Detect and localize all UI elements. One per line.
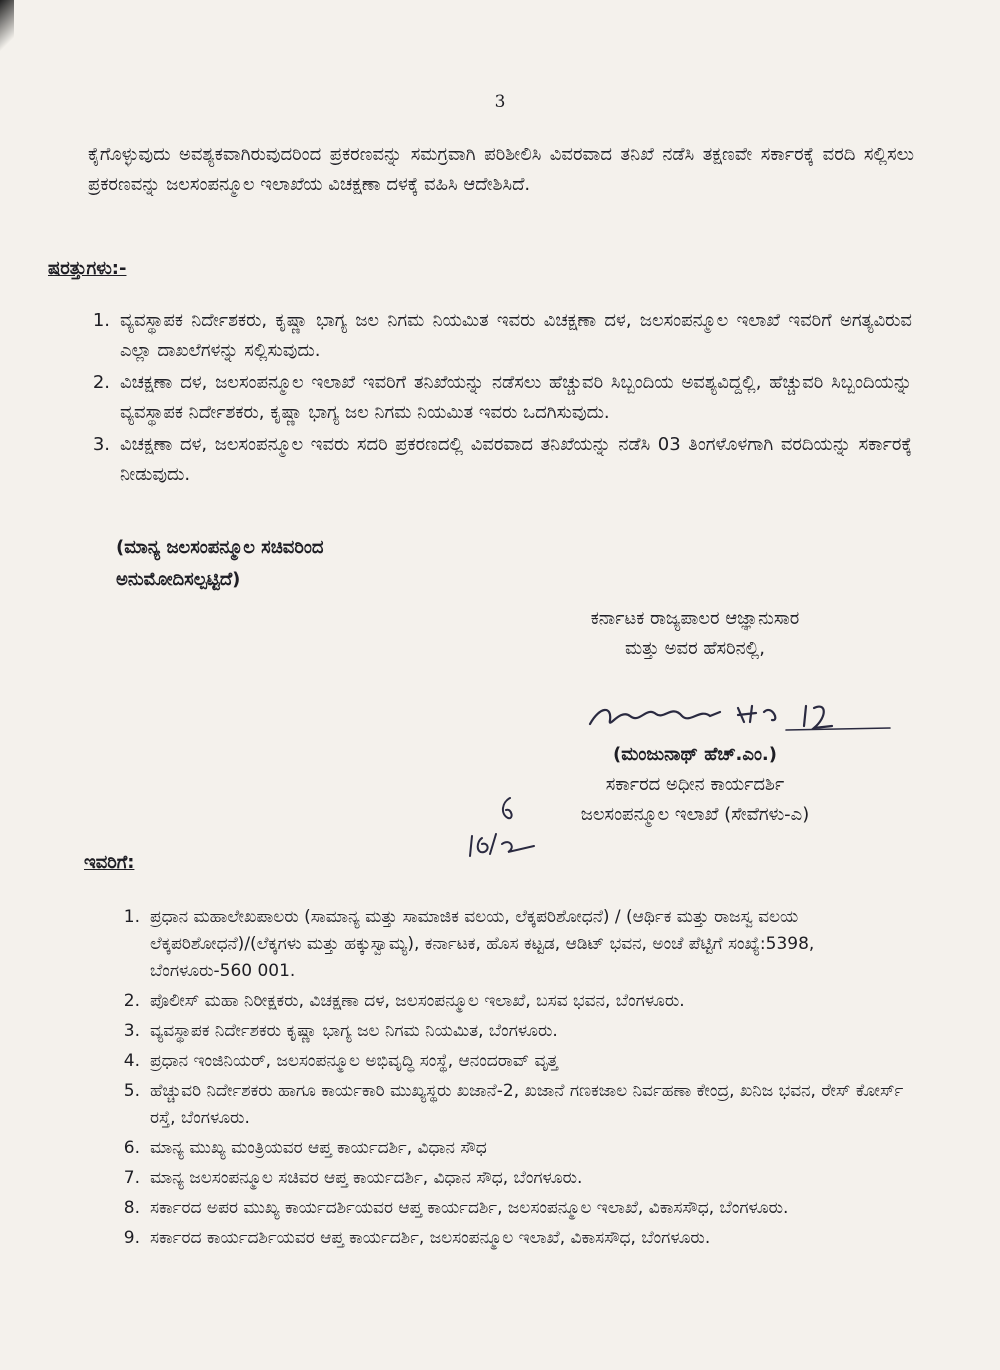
conditions-list — [92, 306, 912, 492]
list-item-text: ಪ್ರಧಾನ ಇಂಜಿನಿಯರ್, ಜಲಸಂಪನ್ಮೂಲ ಅಭಿವೃದ್ಧಿ ಸಂಸ್ಥೆ, ಆನಂದರಾವ್ ವೃತ್ತ — [150, 1051, 558, 1071]
list-item — [123, 1018, 910, 1045]
list-item-number: 2. — [123, 991, 140, 1011]
list-item-text: ವಿಚಕ್ಷಣಾ ದಳ, ಜಲಸಂಪನ್ಮೂಲ ಇವರು ಸದರಿ ಪ್ರಕರಣದಲ್ಲಿ ವಿವರವಾದ ತನಿಖೆಯನ್ನು ನಡೆಸಿ 03 ತಿಂಗಳೊಳಗಾಗಿ ವರದಿಯನ್ನು ಸರ್ಕಾರಕ್ಕೆ ನೀಡುವುದು. — [120, 434, 912, 485]
signatory-name: (ಮಂಜುನಾಥ್ ಹೆಚ್.ಎಂ.) — [613, 744, 777, 765]
list-item-number: 1. — [123, 907, 140, 927]
approval-line-2: ಅನುಮೋದಿಸಲ್ಪಟ್ಟಿದೆ) — [116, 569, 241, 590]
list-item-text: ವ್ಯವಸ್ಥಾಪಕ ನಿರ್ದೇಶಕರು, ಕೃಷ್ಣಾ ಭಾಗ್ಯ ಜಲ ನಿಗಮ ನಿಯಮಿತ ಇವರು ವಿಚಕ್ಷಣಾ ದಳ, ಜಲಸಂಪನ್ಮೂಲ ಇಲಾಖೆ ಇವರಿಗೆ ಅಗತ್ಯವಿರುವ ಎಲ್ಲಾ ದಾಖಲೆಗಳನ್ನು ಸಲ್ಲಿಸುವುದು. — [120, 310, 912, 361]
signatory-department: ಜಲಸಂಪನ್ಮೂಲ ಇಲಾಖೆ (ಸೇವೆಗಳು-ಎ) — [580, 804, 810, 825]
list-item — [92, 306, 912, 366]
list-item-number: 3. — [123, 1021, 140, 1041]
list-item-text: ಸರ್ಕಾರದ ಕಾರ್ಯದರ್ಶಿಯವರ ಆಪ್ತ ಕಾರ್ಯದರ್ಶಿ, ಜಲಸಂಪನ್ಮೂಲ ಇಲಾಖೆ, ವಿಕಾಸಸೌಧ, ಬೆಂಗಳೂರು. — [150, 1228, 711, 1248]
list-item-number: 5. — [123, 1081, 140, 1101]
list-item — [123, 1225, 910, 1252]
list-item-number: 2. — [92, 372, 110, 393]
list-item — [92, 430, 912, 490]
page-number: 3 — [494, 92, 506, 112]
list-item — [123, 988, 910, 1015]
list-item-text: ವಿಚಕ್ಷಣಾ ದಳ, ಜಲಸಂಪನ್ಮೂಲ ಇಲಾಖೆ ಇವರಿಗೆ ತನಿಖೆಯನ್ನು ನಡೆಸಲು ಹೆಚ್ಚುವರಿ ಸಿಬ್ಬಂದಿಯ ಅವಶ್ಯವಿದ್ದಲ್ಲಿ, ಹೆಚ್ಚುವರಿ ಸಿಬ್ಬಂದಿಯನ್ನು ವ್ಯವಸ್ಥಾಪಕ ನಿರ್ದೇಶಕರು, ಕೃಷ್ಣಾ ಭಾಗ್ಯ ಜಲ ನಿಗಮ ನಿಯಮಿತ ಇವರು ಒದಗಿಸುವುದು. — [120, 372, 912, 423]
list-item-number: 7. — [123, 1168, 140, 1188]
list-item-text: ಪೊಲೀಸ್ ಮಹಾ ನಿರೀಕ್ಷಕರು, ವಿಚಕ್ಷಣಾ ದಳ, ಜಲಸಂಪನ್ಮೂಲ ಇಲಾಖೆ, ಬಸವ ಭವನ, ಬೆಂಗಳೂರು. — [150, 991, 685, 1011]
list-item-text: ಸರ್ಕಾರದ ಅಪರ ಮುಖ್ಯ ಕಾರ್ಯದರ್ಶಿಯವರ ಆಪ್ತ ಕಾರ್ಯದರ್ಶಿ, ಜಲಸಂಪನ್ಮೂಲ ಇಲಾಖೆ, ವಿಕಾಸಸೌಧ, ಬೆಂಗಳೂರು. — [150, 1198, 789, 1218]
conditions-heading: ಷರತ್ತುಗಳು:- — [48, 258, 127, 279]
list-item-text: ಮಾನ್ಯ ಜಲಸಂಪನ್ಮೂಲ ಸಚಿವರ ಆಪ್ತ ಕಾರ್ಯದರ್ಶಿ, ವಿಧಾನ ಸೌಧ, ಬೆಂಗಳೂರು. — [150, 1168, 583, 1188]
list-item — [123, 1195, 910, 1222]
signatory-designation: ಸರ್ಕಾರದ ಅಧೀನ ಕಾರ್ಯದರ್ಶಿ — [605, 774, 785, 795]
order-line-1: ಕರ್ನಾಟಕ ರಾಜ್ಯಪಾಲರ ಆಜ್ಞಾನುಸಾರ — [590, 608, 800, 629]
list-item — [123, 904, 910, 985]
handwritten-initials — [460, 792, 550, 862]
list-item-number: 6. — [123, 1138, 140, 1158]
list-item-number: 3. — [92, 434, 110, 455]
list-item-number: 8. — [123, 1198, 140, 1218]
list-item-text: ವ್ಯವಸ್ಥಾಪಕ ನಿರ್ದೇಶಕರು ಕೃಷ್ಣಾ ಭಾಗ್ಯ ಜಲ ನಿಗಮ ನಿಯಮಿತ, ಬೆಂಗಳೂರು. — [150, 1021, 558, 1041]
list-item-text: ಹೆಚ್ಚುವರಿ ನಿರ್ದೇಶಕರು ಹಾಗೂ ಕಾರ್ಯಕಾರಿ ಮುಖ್ಯಸ್ಥರು ಖಜಾನೆ-2, ಖಜಾನೆ ಗಣಕಜಾಲ ನಿರ್ವಹಣಾ ಕೇಂದ್ರ, ಖನಿಜ ಭವನ, ರೇಸ್ ಕೋರ್ಸ್ ರಸ್ತೆ, ಬೆಂಗಳೂರು. — [150, 1081, 904, 1128]
list-item-text: ಮಾನ್ಯ ಮುಖ್ಯ ಮಂತ್ರಿಯವರ ಆಪ್ತ ಕಾರ್ಯದರ್ಶಿ, ವಿಧಾನ ಸೌಧ — [150, 1138, 487, 1158]
list-item-number: 1. — [92, 310, 110, 331]
list-item — [123, 1135, 910, 1162]
list-item-number: 4. — [123, 1051, 140, 1071]
handwritten-signature — [560, 686, 900, 746]
list-item — [123, 1165, 910, 1192]
recipients-heading: ಇವರಿಗೆ: — [84, 852, 135, 873]
list-item-number: 9. — [123, 1228, 140, 1248]
list-item — [123, 1048, 910, 1075]
scan-edge-shadow — [0, 0, 14, 60]
governor-order — [480, 604, 910, 664]
list-item — [92, 368, 912, 428]
order-line-2: ಮತ್ತು ಅವರ ಹೆಸರಿನಲ್ಲಿ, — [625, 638, 765, 659]
list-item-text: ಪ್ರಧಾನ ಮಹಾಲೇಖಪಾಲರು (ಸಾಮಾನ್ಯ ಮತ್ತು ಸಾಮಾಜಿಕ ವಲಯ, ಲೆಕ್ಕಪರಿಶೋಧನೆ) / (ಆರ್ಥಿಕ ಮತ್ತು ರಾಜಸ್ವ ವಲಯ ಲೆಕ್ಕಪರಿಶೋಧನೆ)/(ಲೆಕ್ಕಗಳು ಮತ್ತು ಹಕ್ಕುಸ್ವಾಮ್ಯ), ಕರ್ನಾಟಕ, ಹೊಸ ಕಟ್ಟಡ, ಆಡಿಟ್ ಭವನ, ಅಂಚೆ ಪೆಟ್ಟಿಗೆ ಸಂಖ್ಯೆ:5398, ಬೆಂಗಳೂರು-560 001. — [150, 907, 815, 981]
list-item — [123, 1078, 910, 1132]
approval-line-1: (ಮಾನ್ಯ ಜಲಸಂಪನ್ಮೂಲ ಸಚಿವರಿಂದ — [116, 537, 324, 558]
intro-paragraph: ಕೈಗೊಳ್ಳುವುದು ಅವಶ್ಯಕವಾಗಿರುವುದರಿಂದ ಪ್ರಕರಣವನ್ನು ಸಮಗ್ರವಾಗಿ ಪರಿಶೀಲಿಸಿ ವಿವರವಾದ ತನಿಖೆ ನಡೆಸಿ ತಕ್ಷಣವೇ ಸರ್ಕಾರಕ್ಕೆ ವರದಿ ಸಲ್ಲಿಸಲು ಪ್ರಕರಣವನ್ನು ಜಲಸಂಪನ್ಮೂಲ ಇಲಾಖೆಯ ವಿಚಕ್ಷಣಾ ದಳಕ್ಕೆ ವಹಿಸಿ ಆದೇಶಿಸಿದೆ. — [88, 144, 914, 195]
approval-note — [116, 532, 536, 596]
recipients-list — [123, 904, 910, 1255]
